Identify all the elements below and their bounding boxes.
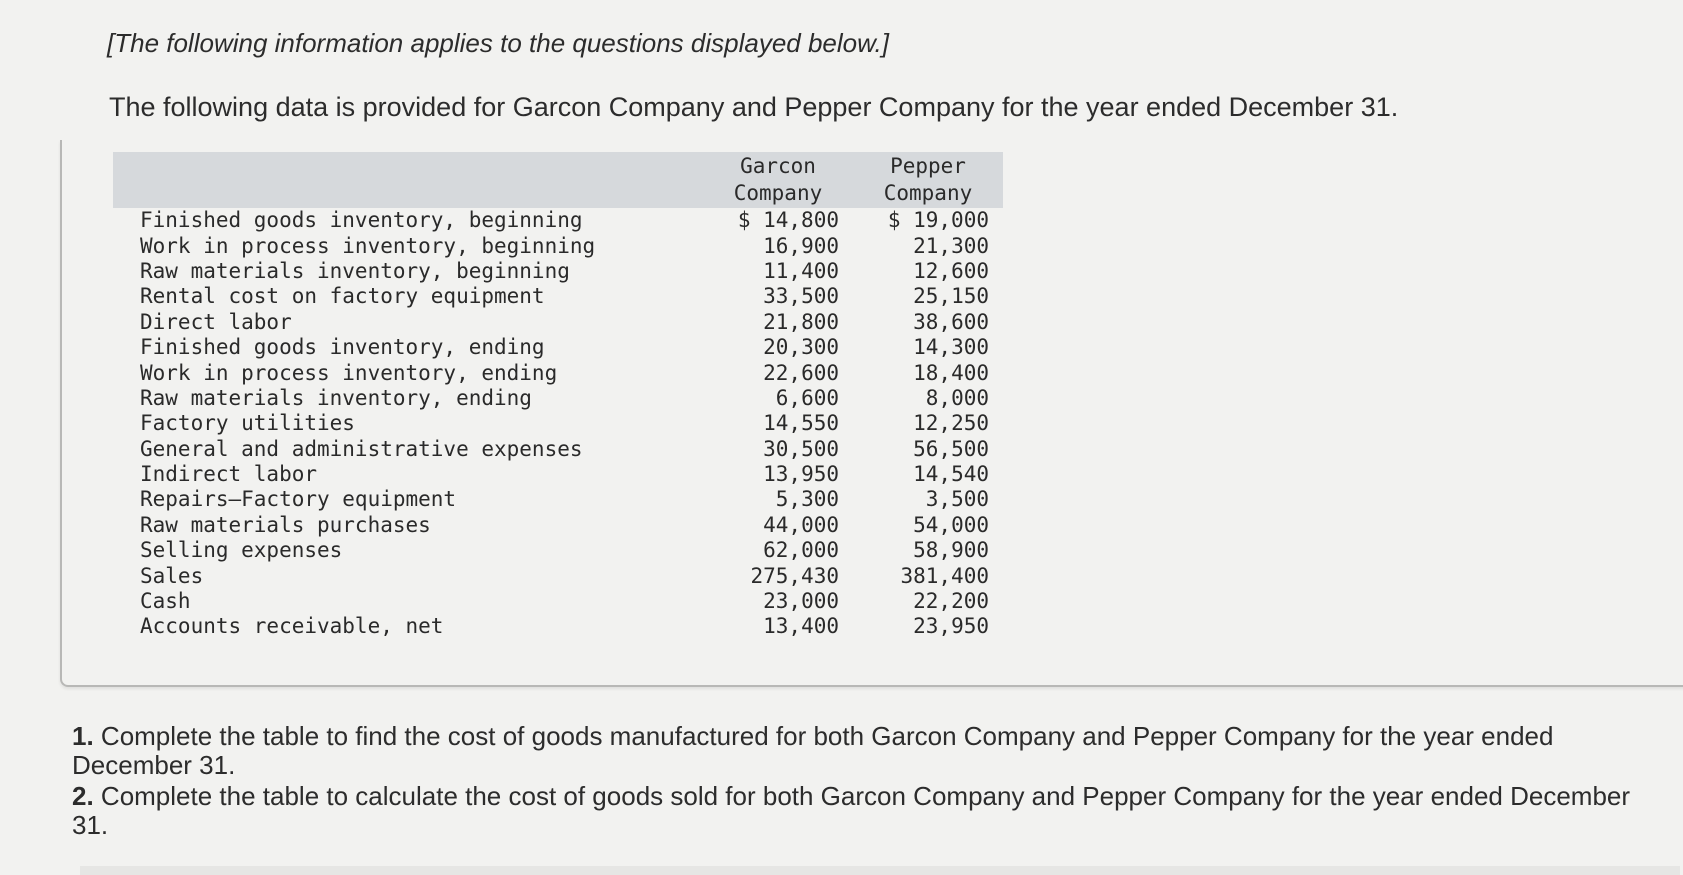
pepper-value: 58,900 xyxy=(913,538,989,563)
question-2-number: 2. xyxy=(72,781,94,811)
header-pepper-line2: Company xyxy=(883,181,973,205)
pepper-value: 38,600 xyxy=(913,309,989,334)
header-pepper-line1: Pepper xyxy=(890,154,966,178)
table-row xyxy=(113,259,1003,284)
question-1-number: 1. xyxy=(72,721,94,751)
pepper-value: 14,540 xyxy=(913,462,989,487)
garcon-value: 21,800 xyxy=(763,309,839,334)
garcon-value: 23,000 xyxy=(763,589,839,614)
row-label: Raw materials purchases xyxy=(140,512,431,537)
table-row xyxy=(113,513,1003,538)
table-row xyxy=(113,335,1003,360)
pepper-value: 381,400 xyxy=(900,563,989,588)
row-label: Factory utilities xyxy=(140,411,355,436)
pepper-value: 22,200 xyxy=(913,589,989,614)
row-label: Direct labor xyxy=(140,309,292,334)
table-row xyxy=(113,614,1003,639)
garcon-value: 22,600 xyxy=(763,360,839,385)
row-label: Work in process inventory, ending xyxy=(140,360,558,385)
table-row xyxy=(113,411,1003,436)
row-label: Raw materials inventory, beginning xyxy=(140,258,570,283)
questions xyxy=(72,722,1642,842)
pepper-value: 8,000 xyxy=(925,385,989,410)
garcon-value: 33,500 xyxy=(763,284,839,309)
garcon-value: 14,550 xyxy=(763,411,839,436)
pepper-value: 14,300 xyxy=(913,335,989,360)
garcon-value: 275,430 xyxy=(750,563,839,588)
garcon-value: 62,000 xyxy=(763,538,839,563)
bottom-divider xyxy=(80,866,1680,875)
garcon-value: 30,500 xyxy=(763,436,839,461)
header-garcon-line1: Garcon xyxy=(740,154,816,178)
row-label: Sales xyxy=(140,563,204,588)
table-row xyxy=(113,386,1003,411)
table-row xyxy=(113,487,1003,512)
row-label: Indirect labor xyxy=(140,462,318,487)
table-row xyxy=(113,310,1003,335)
row-label: Finished goods inventory, beginning xyxy=(140,208,583,233)
row-label: Selling expenses xyxy=(140,538,343,563)
row-label: Accounts receivable, net xyxy=(140,614,444,639)
row-label: Raw materials inventory, ending xyxy=(140,385,532,410)
pepper-value: 56,500 xyxy=(913,436,989,461)
header-pepper xyxy=(853,152,1003,208)
header-garcon xyxy=(703,152,853,208)
row-label: Rental cost on factory equipment xyxy=(140,284,545,309)
table-row xyxy=(113,538,1003,563)
intro-note: [The following information applies to the questions displayed below.] xyxy=(107,28,889,58)
row-label: Repairs—Factory equipment xyxy=(140,487,457,512)
question-1 xyxy=(72,722,1642,780)
table-row xyxy=(113,233,1003,258)
pepper-value: $ 19,000 xyxy=(887,208,989,233)
garcon-value: $ 14,800 xyxy=(737,208,839,233)
row-label: Cash xyxy=(140,589,191,614)
garcon-value: 16,900 xyxy=(763,233,839,258)
intro-text: The following data is provided for Garcon Company and Pepper Company for the year ended December 31. xyxy=(109,92,1399,122)
table-row xyxy=(113,462,1003,487)
question-2 xyxy=(72,782,1642,840)
data-table xyxy=(113,152,1003,640)
question-1-text: Complete the table to find the cost of goods manufactured for both Garcon Company and Pepper Company for the year ended December 31. xyxy=(72,721,1554,780)
table-row xyxy=(113,208,1003,233)
pepper-value: 12,250 xyxy=(913,411,989,436)
row-label: Finished goods inventory, ending xyxy=(140,335,545,360)
table-row xyxy=(113,563,1003,588)
pepper-value: 3,500 xyxy=(925,487,989,512)
garcon-value: 20,300 xyxy=(763,335,839,360)
pepper-value: 21,300 xyxy=(913,233,989,258)
pepper-value: 23,950 xyxy=(913,614,989,639)
table-row xyxy=(113,284,1003,309)
pepper-value: 12,600 xyxy=(913,258,989,283)
row-label: Work in process inventory, beginning xyxy=(140,233,596,258)
garcon-value: 13,950 xyxy=(763,462,839,487)
question-2-text: Complete the table to calculate the cost of goods sold for both Garcon Company and Pepper Company for the year ended December 31. xyxy=(72,781,1631,840)
table-row xyxy=(113,437,1003,462)
garcon-value: 5,300 xyxy=(775,487,839,512)
table-body xyxy=(113,208,1003,640)
row-label: General and administrative expenses xyxy=(140,436,583,461)
header-label xyxy=(113,152,703,208)
garcon-value: 13,400 xyxy=(763,614,839,639)
table-row xyxy=(113,360,1003,385)
table-row xyxy=(113,589,1003,614)
garcon-value: 44,000 xyxy=(763,512,839,537)
pepper-value: 18,400 xyxy=(913,360,989,385)
pepper-value: 54,000 xyxy=(913,512,989,537)
garcon-value: 6,600 xyxy=(775,385,839,410)
table-header-row xyxy=(113,152,1003,208)
pepper-value: 25,150 xyxy=(913,284,989,309)
garcon-value: 11,400 xyxy=(763,258,839,283)
header-garcon-line2: Company xyxy=(733,181,823,205)
